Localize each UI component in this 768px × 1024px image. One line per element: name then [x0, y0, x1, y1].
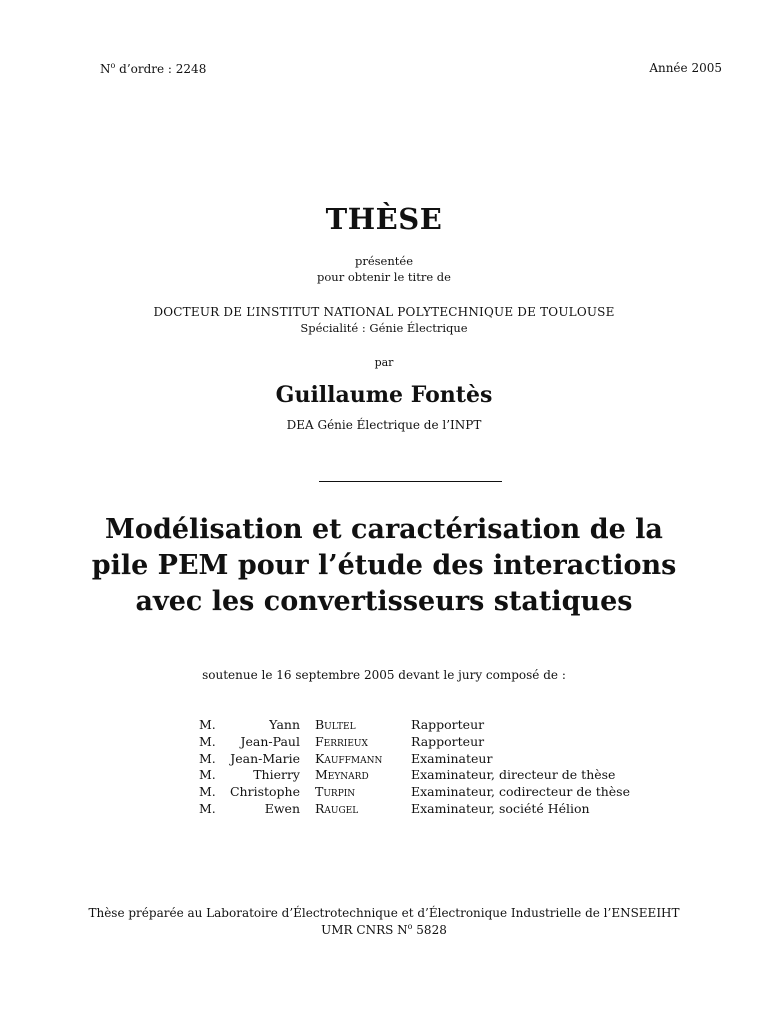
defense-statement: soutenue le 16 septembre 2005 devant le jury composé de : — [202, 668, 566, 682]
jury-last-name: Turpin — [315, 784, 356, 800]
jury-title: M. — [199, 767, 216, 783]
jury-last-name: Raugel — [315, 800, 359, 816]
to-obtain-label: pour obtenir le titre de — [317, 270, 451, 284]
jury-first-name: Christophe — [229, 784, 300, 800]
jury-role: Rapporteur — [411, 733, 485, 749]
jury-title: M. — [199, 750, 216, 766]
jury-role: Examinateur — [411, 750, 493, 766]
jury-first-name: Jean-Marie — [230, 750, 300, 766]
jury-first-name: Jean-Paul — [240, 733, 300, 749]
lab-statement: Thèse préparée au Laboratoire d’Électrotechnique et d’Électronique Industrielle de l’ENSEEIHT — [88, 906, 680, 920]
order-number: $N^o$ d’ordre : 2248 — [100, 61, 207, 76]
thesis-title-line: pile PEM pour l’étude des interactions — [91, 550, 677, 581]
thesis-title-line: Modélisation et caractérisation de la — [105, 514, 663, 545]
jury-role: Examinateur, société Hélion — [411, 800, 590, 816]
jury-first-name: Yann — [269, 717, 300, 732]
jury-role: Rapporteur — [411, 717, 485, 732]
jury-role: Examinateur, directeur de thèse — [411, 767, 616, 783]
jury-title: M. — [199, 733, 216, 749]
year: Année 2005 — [649, 61, 722, 75]
author-name: Guillaume Fontès — [275, 382, 493, 408]
by-label: par — [374, 356, 394, 369]
specialty: Spécialité : Génie Électrique — [300, 321, 468, 335]
presented-label: présentée — [354, 254, 413, 268]
jury-last-name: Kauffmann — [315, 750, 383, 766]
jury-title: M. — [199, 784, 216, 800]
jury-first-name: Ewen — [264, 800, 300, 816]
jury-last-name: Bultel — [315, 717, 356, 732]
degree-title: DOCTEUR DE L’INSTITUT NATIONAL POLYTECHNIQUE DE TOULOUSE — [153, 305, 615, 319]
document-title: THÈSE — [325, 202, 443, 236]
thesis-title — [0, 512, 768, 620]
jury-title: M. — [199, 800, 216, 816]
jury-first-name: Thierry — [253, 767, 300, 783]
umr-number: UMR CNRS $N^o$ 5828 — [321, 922, 447, 937]
thesis-title-line: avec les convertisseurs statiques — [135, 586, 633, 617]
jury-last-name: Ferrieux — [315, 733, 368, 749]
jury-role: Examinateur, codirecteur de thèse — [411, 784, 630, 800]
jury-last-name: Meynard — [315, 767, 369, 783]
jury-title: M. — [199, 717, 216, 732]
separator-rule — [319, 481, 502, 482]
author-degree: DEA Génie Électrique de l’INPT — [286, 418, 482, 432]
